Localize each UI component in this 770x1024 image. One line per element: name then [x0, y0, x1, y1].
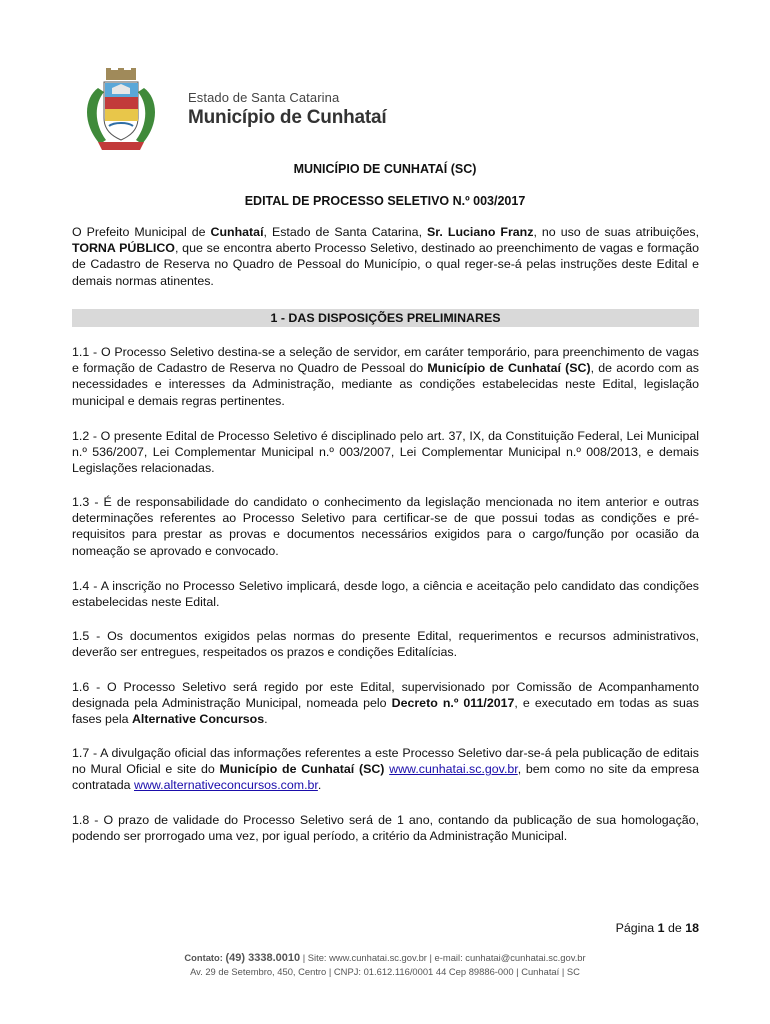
- state-label: Estado de Santa Catarina: [188, 90, 340, 105]
- paragraph-1-1: [72, 344, 699, 409]
- municipality-bold: Município de Cunhataí (SC): [219, 762, 385, 777]
- paragraph-1-6: [72, 679, 699, 728]
- company-website-link[interactable]: www.alternativeconcursos.com.br: [134, 778, 318, 793]
- organization-name-block: [188, 90, 386, 130]
- paragraph-1-3: 1.3 - É de responsabilidade do candidato o conhecimento da legislação mencionada no item anterior e outras determinações referentes ao Processo Seletivo para certificar-se de que possui todas as condições e pré-requisitos para prestar as provas e documentos necessários exigidos para o cargo/função por ocasião da nomeação se aprovado e convocado.: [72, 495, 699, 558]
- paragraph-text: 1.7 - A divulgação oficial das informações referentes a este Processo Seletivo dar-se-á pela publicação de editais no Mural Oficial e site do: [72, 746, 699, 777]
- paragraph-text: , e executado em todas as suas fases pela: [72, 696, 700, 727]
- municipality-bold: Município de Cunhataí (SC): [427, 361, 591, 376]
- document-subtitle: EDITAL DE PROCESSO SELETIVO N.º 003/2017: [244, 194, 526, 208]
- document-title: MUNICÍPIO DE CUNHATAÍ (SC): [293, 162, 477, 176]
- paragraph-text: .: [317, 778, 322, 793]
- page-number-current: 1: [657, 921, 665, 935]
- decree-bold: Decreto n.º 011/2017: [391, 696, 515, 711]
- municipality-website-link[interactable]: www.cunhatai.sc.gov.br: [389, 762, 518, 777]
- intro-paragraph: [72, 224, 699, 289]
- municipality-label: Município de Cunhataí: [188, 107, 387, 128]
- paragraph-1-2: 1.2 - O presente Edital de Processo Seletivo é disciplinado pelo art. 37, IX, da Constituição Federal, Lei Municipal n.º 536/2007, Lei Complementar Municipal n.º 003/2007, Lei Complementar Municipal n.º 008/2013, e demais Legislações relacionadas.: [72, 429, 699, 476]
- paragraph-1-5: 1.5 - Os documentos exigidos pelas normas do presente Edital, requerimentos e recursos administrativos, deverão ser entregues, respeitados os prazos e condições Editalícias.: [72, 629, 699, 660]
- paragraph-text: , bem como no site da empresa contratada: [72, 762, 699, 793]
- paragraph-1-7: [72, 745, 699, 794]
- paragraph-text: 1.1 - O Processo Seletivo destina-se a seleção de servidor, em caráter temporário, para preenchimento de vagas e formação de Cadastro de Reserva no Quadro de Pessoal do: [72, 345, 699, 376]
- intro-mayor-bold: Sr. Luciano Franz: [427, 225, 534, 239]
- footer-line-1: [0, 951, 770, 965]
- page-number-total: 18: [685, 921, 699, 935]
- letterhead: [76, 66, 476, 156]
- intro-text: , Estado de Santa Catarina,: [263, 225, 428, 239]
- paragraph-text: .: [264, 712, 268, 727]
- intro-text: , no uso de suas atribuições,: [533, 225, 700, 239]
- footer-phone: (49) 3338.0010: [225, 952, 301, 964]
- page-number: [560, 921, 699, 935]
- footer-line-2: Av. 29 de Setembro, 450, Centro | CNPJ: 01.612.116/0001 44 Cep 89886-000 | Cunhataí | SC: [190, 966, 580, 977]
- intro-municipality-bold: Cunhataí: [210, 225, 264, 239]
- paragraph-text: , de acordo com as necessidades e interesses da Administração, mediante as condições estabelecidas neste Edital, legislação municipal e demais regras pertinentes.: [72, 361, 699, 408]
- paragraph-1-4: 1.4 - A inscrição no Processo Seletivo implicará, desde logo, a ciência e aceitação pelo candidato das condições estabelecidas neste Edital.: [72, 579, 699, 610]
- footer-contact: [0, 951, 770, 979]
- municipal-coat-of-arms-icon: [76, 66, 166, 156]
- intro-torna-publico-bold: TORNA PÚBLICO: [72, 241, 175, 256]
- page-number-middle: de: [664, 921, 686, 935]
- paragraph-1-8: 1.8 - O prazo de validade do Processo Seletivo será de 1 ano, contando da publicação de sua homologação, podendo ser prorrogado uma vez, por igual período, a critério da Administração Municipal.: [72, 813, 699, 844]
- page-number-prefix: Página: [615, 921, 658, 935]
- company-bold: Alternative Concursos: [131, 712, 265, 727]
- intro-text: , que se encontra aberto Processo Seletivo, destinado ao preenchimento de vagas e formação de Cadastro de Reserva no Quadro de Pessoal do Município, o qual reger-se-á pelas instruções deste Edital e demais normas atinentes.: [72, 241, 699, 288]
- intro-text: O Prefeito Municipal de: [72, 225, 211, 239]
- footer-site-email: | Site: www.cunhatai.sc.gov.br | e-mail: cunhatai@cunhatai.sc.gov.br: [300, 952, 586, 963]
- section-1-heading: 1 - DAS DISPOSIÇÕES PRELIMINARES: [72, 309, 699, 327]
- footer-contact-label: Contato:: [184, 952, 226, 963]
- paragraph-text: 1.6 - O Processo Seletivo será regido por este Edital, supervisionado por Comissão de Acompanhamento designada pela Administração Municipal, nomeada pelo: [72, 680, 699, 711]
